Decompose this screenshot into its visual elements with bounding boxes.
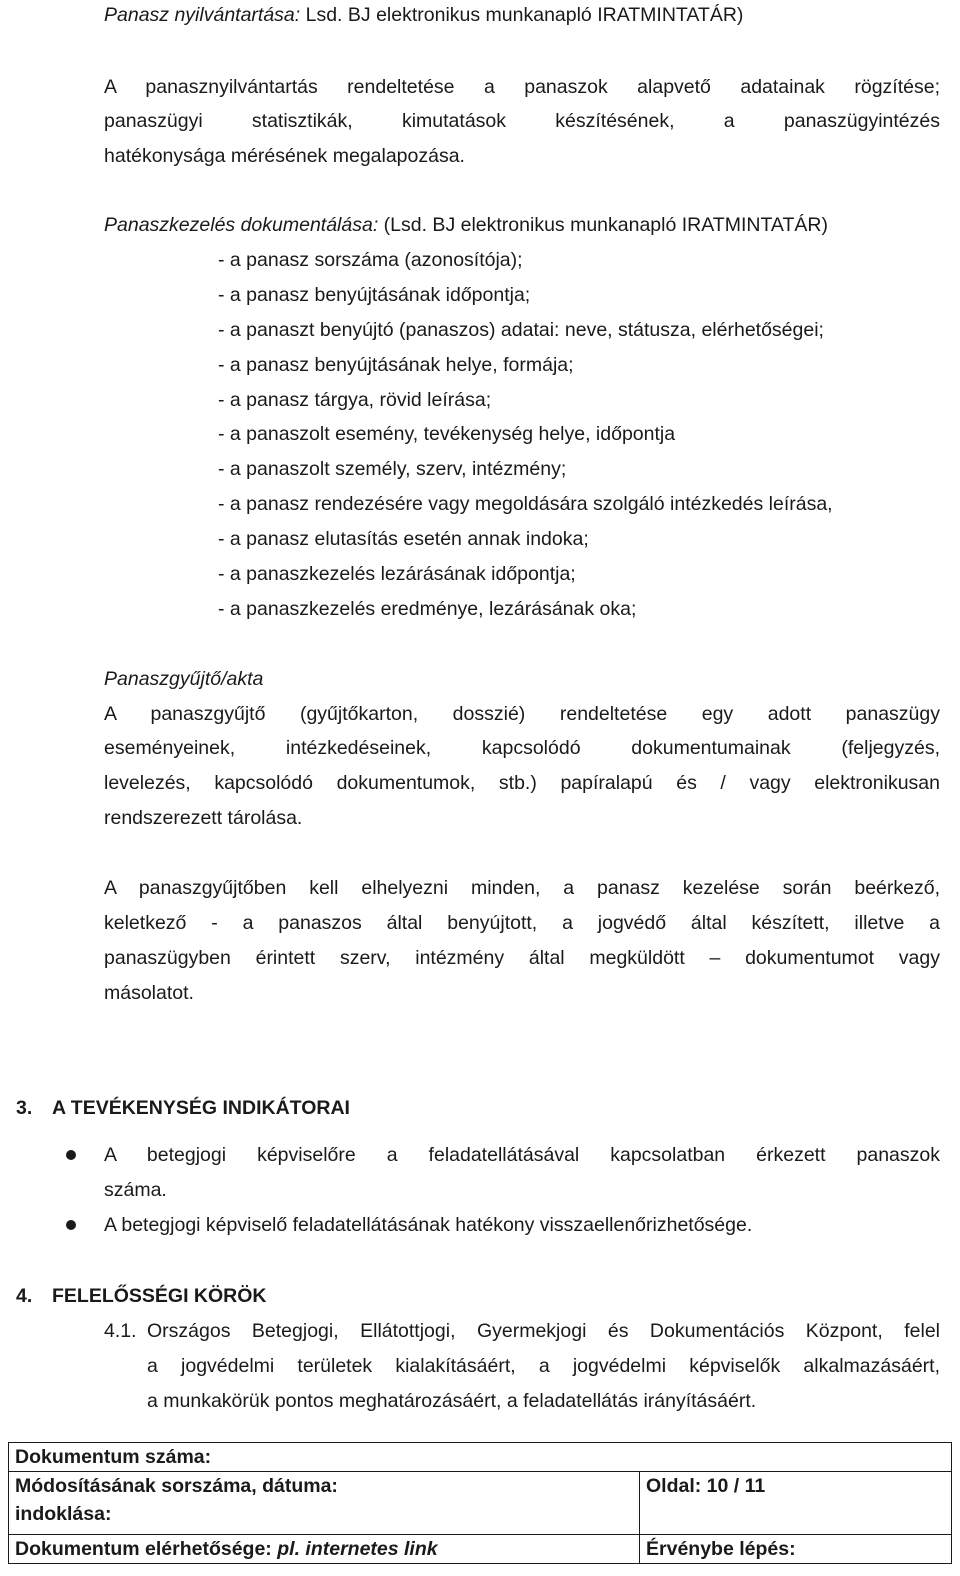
- collector-para2-line-4: másolatot.: [104, 982, 194, 1004]
- document-footer-table: [8, 1442, 952, 1564]
- doc-item-4: - a panasz benyújtásának helye, formája;: [218, 354, 574, 376]
- intro-para-line-3: hatékonysága mérésének megalapozása.: [104, 145, 465, 167]
- availability-value: pl. internetes link: [277, 1538, 438, 1560]
- subsection-4-1-line-2: a jogvédelmi területek kialakításáért, a jogvédelmi képviselők alkalmazásáért,: [147, 1355, 940, 1377]
- documentation-heading: [104, 213, 828, 238]
- collector-para1-line-1: A panaszgyűjtő (gyűjtőkarton, dosszié) rendeltetése egy adott panaszügy: [104, 703, 940, 725]
- subsection-4-1-number: 4.1.: [104, 1320, 137, 1342]
- doc-item-2: - a panasz benyújtásának időpontja;: [218, 284, 531, 306]
- doc-item-9: - a panasz elutasítás esetén annak indoka;: [218, 528, 589, 550]
- doc-number-cell: Dokumentum száma:: [9, 1443, 952, 1472]
- doc-item-7: - a panaszolt személy, szerv, intézmény;: [218, 458, 567, 480]
- page-number-cell: Oldal: 10 / 11: [640, 1472, 952, 1535]
- bullet-icon: [66, 1150, 76, 1160]
- collector-para2-line-1: A panaszgyűjtőben kell elhelyezni minden, a panasz kezelése során beérkező,: [104, 877, 940, 899]
- modification-cell: [9, 1472, 640, 1535]
- section-4-number: 4.: [16, 1285, 33, 1307]
- register-line: [104, 3, 743, 28]
- doc-item-5: - a panasz tárgya, rövid leírása;: [218, 389, 492, 411]
- modification-label: Módosításának sorszáma, dátuma:: [15, 1475, 338, 1497]
- section-3-number: 3.: [16, 1097, 33, 1119]
- availability-cell: [9, 1535, 640, 1564]
- subsection-4-1-line-1: Országos Betegjogi, Ellátottjogi, Gyermekjogi és Dokumentációs Központ, felel: [147, 1320, 940, 1342]
- subsection-4-1-line-3: a munkakörük pontos meghatározásáért, a feladatellátás irányításáért.: [147, 1390, 757, 1412]
- documentation-label: Panaszkezelés dokumentálása:: [104, 214, 379, 236]
- indicator-2: A betegjogi képviselő feladatellátásának hatékony visszaellenőrizhetősége.: [104, 1214, 753, 1236]
- doc-item-10: - a panaszkezelés lezárásának időpontja;: [218, 563, 576, 585]
- section-4-title: FELELŐSSÉGI KÖRÖK: [52, 1285, 267, 1307]
- bullet-icon: [66, 1220, 76, 1230]
- section-3-title: A TEVÉKENYSÉG INDIKÁTORAI: [52, 1097, 350, 1119]
- collector-para2-line-2: keletkező - a panaszos által benyújtott, a jogvédő által készített, illetve a: [104, 912, 940, 934]
- effective-date-cell: Érvénybe lépés:: [640, 1535, 952, 1564]
- doc-item-6: - a panaszolt esemény, tevékenység helye, időpontja: [218, 423, 676, 445]
- indicator-1-line-2: száma.: [104, 1179, 167, 1201]
- intro-para-line-2: panaszügyi statisztikák, kimutatások készítésének, a panaszügyintézés: [104, 110, 940, 132]
- collector-para1-line-4: rendszerezett tárolása.: [104, 807, 303, 829]
- doc-item-8: - a panasz rendezésére vagy megoldására szolgáló intézkedés leírása,: [218, 493, 833, 515]
- indicator-1-line-1: A betegjogi képviselőre a feladatellátásával kapcsolatban érkezett panaszok: [104, 1144, 940, 1166]
- documentation-reference: (Lsd. BJ elektronikus munkanapló IRATMINTATÁR): [378, 214, 828, 236]
- collector-para1-line-2: eseményeinek, intézkedéseinek, kapcsolódó dokumentumainak (feljegyzés,: [104, 737, 940, 759]
- collector-para2-line-3: panaszügyben érintett szerv, intézmény által megküldött – dokumentumot vagy: [104, 947, 940, 969]
- doc-item-1: - a panasz sorszáma (azonosítója);: [218, 249, 523, 271]
- collector-heading: Panaszgyűjtő/akta: [104, 668, 264, 690]
- intro-para-line-1: A panasznyilvántartás rendeltetése a panaszok alapvető adatainak rögzítése;: [104, 76, 940, 98]
- register-label: Panasz nyilvántartása:: [104, 4, 301, 26]
- collector-para1-line-3: levelezés, kapcsolódó dokumentumok, stb.) papíralapú és / vagy elektronikusan: [104, 772, 940, 794]
- register-reference: Lsd. BJ elektronikus munkanapló IRATMINTATÁR): [300, 4, 744, 26]
- reason-label: indoklása:: [15, 1503, 112, 1525]
- doc-item-11: - a panaszkezelés eredménye, lezárásának oka;: [218, 598, 637, 620]
- availability-label: Dokumentum elérhetősége:: [15, 1538, 272, 1560]
- doc-item-3: - a panaszt benyújtó (panaszos) adatai: neve, státusza, elérhetőségei;: [218, 319, 824, 341]
